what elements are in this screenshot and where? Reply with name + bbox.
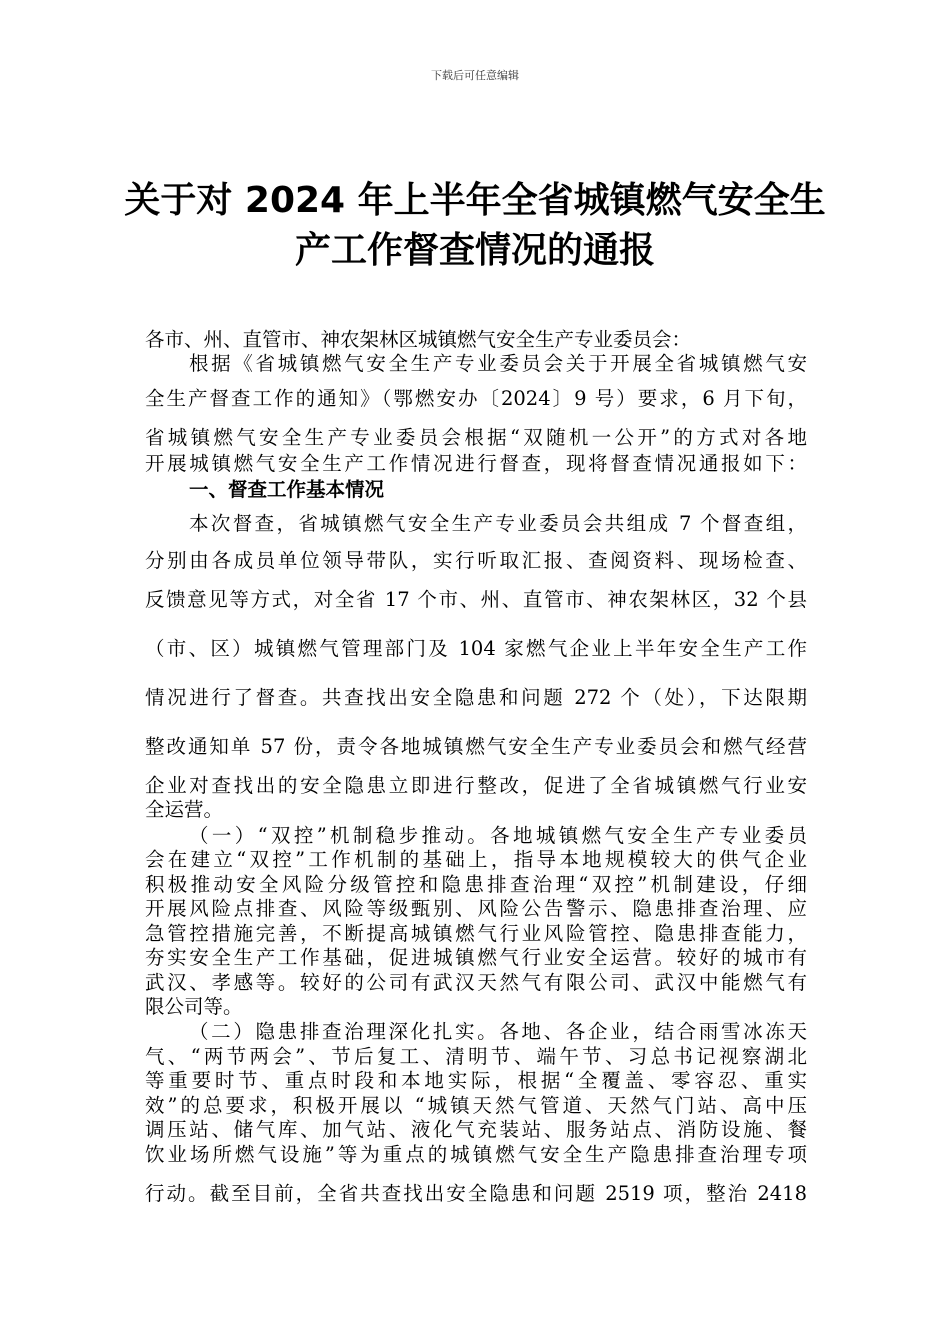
paragraph-line: 夯实安全生产工作基础，促进城镇燃气行业安全运营。较好的城市有 — [145, 946, 807, 969]
paragraph-line: 急管控措施完善，不断提高城镇燃气行业风险管控、隐患排查能力， — [145, 922, 807, 945]
paragraph-line: 气、“两节两会”、节后复工、清明节、端午节、习总书记视察湖北 — [145, 1045, 807, 1068]
paragraph-line: 企业对查找出的安全隐患立即进行整改，促进了全省城镇燃气行业安 — [145, 774, 807, 797]
paragraph-line: 根据《省城镇燃气安全生产专业委员会关于开展全省城镇燃气安 — [189, 352, 807, 375]
document-title-line-2: 产工作督查情况的通报 — [294, 230, 655, 271]
paragraph-line: 效”的总要求，积极开展以 “城镇天然气管道、天然气门站、高中压 — [145, 1094, 807, 1117]
paragraph-line: 开展风险点排查、风险等级甄别、风险公告警示、隐患排查治理、应 — [145, 897, 807, 920]
paragraph-line: （一）“双控”机制稳步推动。各地城镇燃气安全生产专业委员 — [189, 824, 807, 847]
salutation: 各市、州、直管市、神农架林区城镇燃气安全生产专业委员会： — [145, 328, 692, 351]
paragraph-line: 反馈意见等方式，对全省 17 个市、州、直管市、神农架林区，32 个县 — [145, 588, 807, 611]
document-title-line-1: 关于对 2024 年上半年全省城镇燃气安全生 — [124, 180, 826, 221]
paragraph-line: 限公司等。 — [145, 995, 243, 1018]
paragraph-line: （市、区）城镇燃气管理部门及 104 家燃气企业上半年安全生产工作 — [145, 637, 807, 660]
paragraph-line: 等重要时节、重点时段和本地实际，根据“全覆盖、零容忍、重实 — [145, 1069, 807, 1092]
paragraph-line: 调压站、储气库、加气站、液化气充装站、服务站点、消防设施、餐 — [145, 1118, 807, 1141]
paragraph-line: 积极推动安全风险分级管控和隐患排查治理“双控”机制建设，仔细 — [145, 873, 807, 896]
paragraph-line: 本次督查，省城镇燃气安全生产专业委员会共组成 7 个督查组， — [189, 512, 807, 535]
paragraph-line: 开展城镇燃气安全生产工作情况进行督查，现将督查情况通报如下： — [145, 452, 807, 475]
paragraph-line: 省城镇燃气安全生产专业委员会根据“双随机一公开”的方式对各地 — [145, 426, 807, 449]
paragraph-line: 饮业场所燃气设施”等为重点的城镇燃气安全生产隐患排查治理专项 — [145, 1143, 807, 1166]
paragraph-line: 行动。截至目前，全省共查找出安全隐患和问题 2519 项，整治 2418 — [145, 1182, 807, 1205]
paragraph-line: 全生产督查工作的通知》（鄂燃安办〔2024〕9 号）要求，6 月下旬， — [145, 387, 807, 410]
paragraph-line: （二）隐患排查治理深化扎实。各地、各企业，结合雨雪冰冻天 — [189, 1020, 807, 1043]
paragraph-line: 武汉、孝感等。较好的公司有武汉天然气有限公司、武汉中能燃气有 — [145, 971, 807, 994]
paragraph-line: 分别由各成员单位领导带队，实行听取汇报、查阅资料、现场检查、 — [145, 549, 807, 572]
paragraph-line: 会在建立“双控”工作机制的基础上，指导本地规模较大的供气企业 — [145, 848, 807, 871]
section-heading: 一、督查工作基本情况 — [189, 478, 385, 501]
paragraph-line: 情况进行了督查。共查找出安全隐患和问题 272 个（处），下达限期 — [145, 686, 807, 709]
header-note: 下载后可任意编辑 — [431, 69, 519, 82]
paragraph-line: 全运营。 — [145, 798, 224, 821]
paragraph-line: 整改通知单 57 份，责令各地城镇燃气安全生产专业委员会和燃气经营 — [145, 735, 807, 758]
